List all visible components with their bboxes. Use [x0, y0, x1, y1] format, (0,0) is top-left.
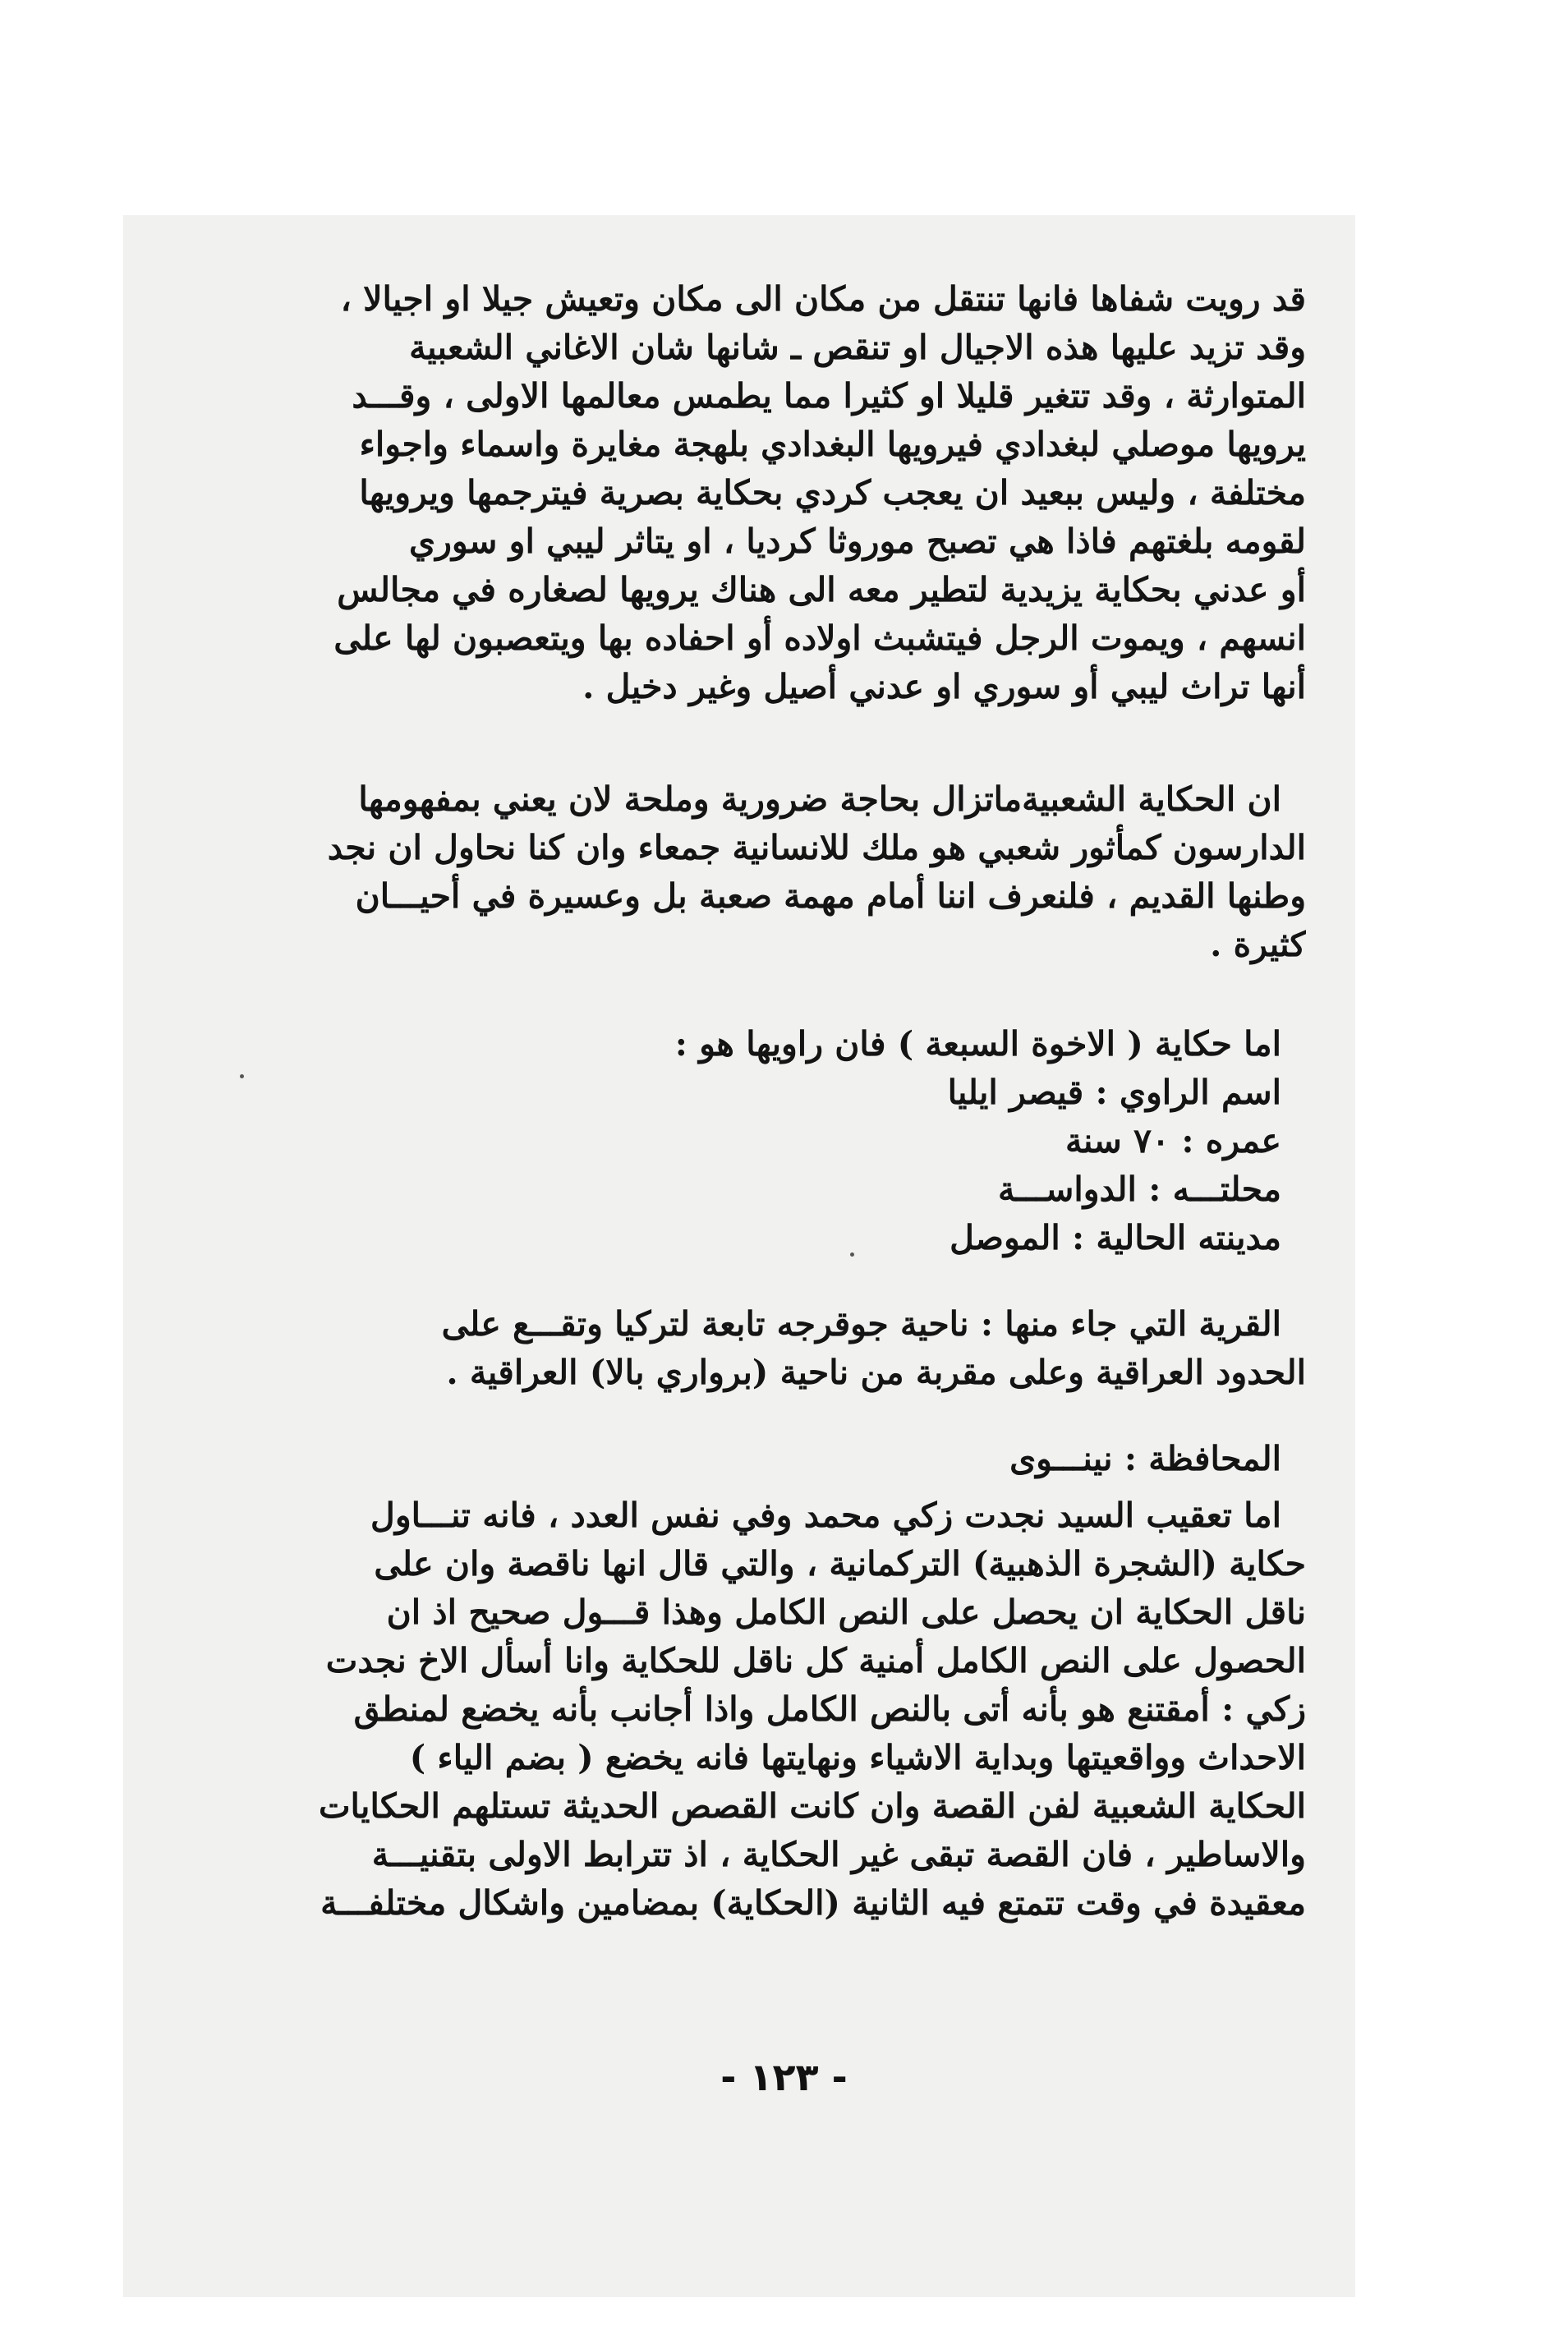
- narrator-city: مدينته الحالية : الموصل: [950, 1218, 1281, 1257]
- text-line: الدارسون كمأثور شعبي هو ملك للانسانية جمعاء وان كنا نحاول ان نجد: [327, 828, 1306, 867]
- text-line: الحصول على النص الكامل أمنية كل ناقل للحكاية وانا أسأل الاخ نجدت: [325, 1641, 1306, 1680]
- narrator-district: محلتـــه : الدواســـة: [997, 1170, 1281, 1209]
- text-line: معقيدة في وقت تتمتع فيه الثانية (الحكاية) بمضامين واشكال مختلفـــة: [320, 1883, 1306, 1923]
- text-line: القرية التي جاء منها : ناحية جوقرجه تابعة لتركيا وتقـــع على: [441, 1304, 1281, 1344]
- page-number: - ١٢٣ -: [720, 2055, 848, 2099]
- scan-speck: [240, 1074, 244, 1078]
- text-line: يرويها موصلي لبغدادي فيرويها البغدادي بلهجة مغايرة واسماء واجواء: [359, 425, 1306, 464]
- village-info: [238, 1300, 1306, 1397]
- text-line: الاحداث وواقعيتها وبداية الاشياء ونهايتها فانه يخضع ( بضم الياء ): [409, 1738, 1306, 1777]
- text-line: أنها تراث ليبي أو سوري او عدني أصيل وغير دخيل .: [582, 667, 1306, 706]
- text-line: اما تعقيب السيد نجدت زكي محمد وفي نفس العدد ، فانه تنـــاول: [370, 1496, 1281, 1535]
- text-line: ناقل الحكاية ان يحصل على النص الكامل وهذا قـــول صحيح اذ ان: [386, 1593, 1306, 1632]
- text-line: قد رويت شفاها فانها تنتقل من مكان الى مكان وتعيش جيلا او اجيالا ،: [340, 279, 1306, 319]
- text-line: المتوارثة ، وقد تتغير قليلا او كثيرا مما يطمس معالمها الاولى ، وقـــد: [352, 376, 1306, 416]
- narrator-info: [238, 1020, 1306, 1262]
- narrator-name: اسم الراوي : قيصر ايليا: [947, 1073, 1281, 1112]
- text-line: حكاية (الشجرة الذهبية) التركمانية ، والتي قال انها ناقصة وان على: [374, 1544, 1306, 1583]
- text-line: زكي : أمقتنع هو بأنه أتى بالنص الكامل واذا أجانب بأنه يخضع لمنطق: [353, 1689, 1306, 1729]
- text-column: [238, 275, 1306, 1928]
- text-line: لقومه بلغتهم فاذا هي تصبح موروثا كرديا ، او يتاثر ليبي او سوري: [408, 522, 1306, 561]
- text-line: الحكاية الشعبية لفن القصة وان كانت القصص الحديثة تستلهم الحكايات: [318, 1786, 1306, 1826]
- narrator-age: عمره : ٧٠ سنة: [1065, 1121, 1281, 1161]
- paragraph-3: [238, 1491, 1306, 1928]
- text-line: الحدود العراقية وعلى مقربة من ناحية (برواري بالا) العراقية .: [446, 1353, 1306, 1392]
- narrator-intro: اما حكاية ( الاخوة السبعة ) فان راويها هو :: [674, 1024, 1281, 1064]
- text-line: مختلفة ، وليس ببعيد ان يعجب كردي بحكاية بصرية فيترجمها ويرويها: [359, 473, 1306, 512]
- paragraph-2: [238, 775, 1306, 824]
- paragraph-1: [238, 275, 1306, 711]
- text-line: وطنها القديم ، فلنعرف اننا أمام مهمة صعبة بل وعسيرة في أحيـــان: [355, 876, 1306, 916]
- text-line: والاساطير ، فان القصة تبقى غير الحكاية ، اذ تترابط الاولى بتقنيـــة: [371, 1835, 1306, 1874]
- paragraph-2-cont: [238, 824, 1306, 969]
- text-line: ان الحكاية الشعبيةماتزال بحاجة ضرورية وملحة لان يعني بمفهومها: [358, 779, 1281, 819]
- text-line: انسهم ، ويموت الرجل فيتشبث اولاده أو احفاده بها ويتعصبون لها على: [333, 618, 1306, 658]
- text-line: أو عدني بحكاية يزيدية لتطير معه الى هناك يرويها لصغاره في مجالس: [337, 570, 1306, 609]
- scan-speck: [850, 1252, 854, 1257]
- text-line: كثيرة .: [1210, 925, 1306, 964]
- governorate: المحافظة : نينـــوى: [1009, 1439, 1281, 1478]
- governorate-info: [238, 1435, 1306, 1483]
- text-line: وقد تزيد عليها هذه الاجيال او تنقص ـ شانها شان الاغاني الشعبية: [409, 328, 1306, 367]
